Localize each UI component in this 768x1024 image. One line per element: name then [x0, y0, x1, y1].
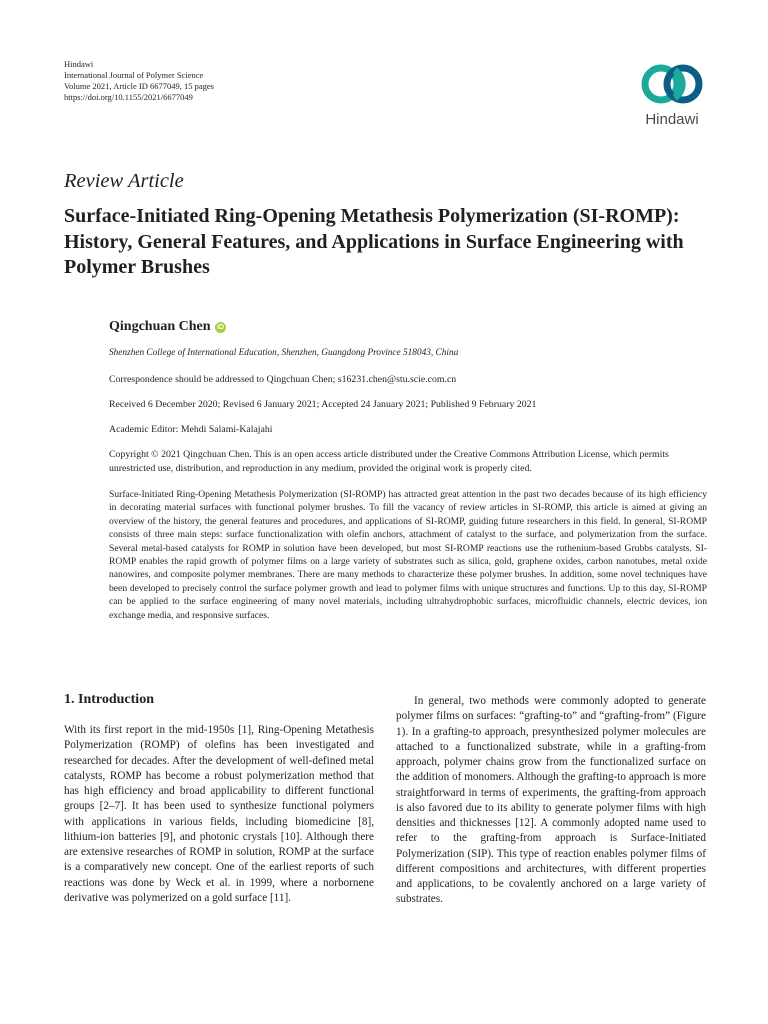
author-line [109, 319, 226, 335]
volume-info: Volume 2021, Article ID 6677049, 15 pages [64, 81, 214, 91]
hindawi-rings-icon [638, 60, 706, 108]
academic-editor: Academic Editor: Mehdi Salami-Kalajahi [109, 424, 273, 435]
doi-link[interactable]: https://doi.org/10.1155/2021/6677049 [64, 92, 193, 102]
article-title: Surface-Initiated Ring-Opening Metathesis Polymerization (SI-ROMP): History, General Features, and Applications in Surface Engineering with Polymer Brushes [64, 205, 684, 278]
copyright-notice: Copyright © 2021 Qingchuan Chen. This is an open access article distributed under the Creative Commons Attribution License, which permits unrestricted use, distribution, and reproduction in any medium, provided the original work is properly cited. [109, 449, 669, 474]
section-heading-introduction: 1. Introduction [64, 692, 154, 707]
orcid-icon[interactable]: iD [217, 324, 225, 331]
journal-metadata [64, 59, 214, 103]
journal-name: International Journal of Polymer Science [64, 70, 204, 80]
publisher-name: Hindawi [64, 59, 94, 69]
publication-dates: Received 6 December 2020; Revised 6 January 2021; Accepted 24 January 2021; Published 9 February 2021 [109, 399, 537, 410]
correspondence: Correspondence should be addressed to Qingchuan Chen; s16231.chen@stu.scie.com.cn [109, 374, 457, 385]
article-type: Review Article [64, 170, 184, 192]
affiliation: Shenzhen College of International Education, Shenzhen, Guangdong Province 518043, China [109, 348, 459, 358]
hindawi-logo-text: Hindawi [645, 111, 699, 128]
body-column-left: With its first report in the mid-1950s [1], Ring-Opening Metathesis Polymerization (ROMP) of olefins has been investigated and researched for decades. After the development of well-defined metal catalysts, ROMP has become a robust polymerization method that has high efficiency and broad applicability to different functional groups [2–7]. It has been used to synthesize functional polymers with applications in various fields, including biomedicine [8], lithium-ion batteries [9], and photonic crystals [10]. Although there are extensive researches of ROMP in solution, ROMP at the surface is a comparatively new concept. One of the earliest reports of such reactions was done by Weck et al. in 1999, where a norbornene derivative was polymerized on a gold surface [11]. [64, 724, 374, 904]
hindawi-logo [636, 60, 708, 132]
body-column-right: In general, two methods were commonly adopted to generate polymer films on surfaces: “grafting-to” and “grafting-from” (Figure 1). In a grafting-to approach, presynthesized polymer molecules are attached to a functionalized substrate, while in a grafting-from approach, polymer chains grow from the functionalized surface on the addition of monomers. Although the grafting-to approach is more straightforward in terms of experiments, the grafting-from approach is also favored due to its ability to generate polymer films with high densities and thicknesses [12]. A commonly adopted name used to refer to the grafting-from approach is Surface-Initiated Polymerization (SIP). This type of reaction enables polymer films of different compositions and architectures, with different properties and applications, to be covalently anchored on a large variety of substrates. [396, 695, 706, 906]
abstract: Surface-Initiated Ring-Opening Metathesis Polymerization (SI-ROMP) has attracted great attention in the past two decades because of its high efficiency in decorating material surfaces with functional polymer brushes. To fill the vacancy of review articles in SI-ROMP, this article is aimed at giving an overview of the history, the general features and procedures, and applications of SI-ROMP, guiding future researchers in this field. In general, SI-ROMP consists of three main steps: surface functionalization with olefin anchors, attachment of catalyst to the surface, and polymerization from the surface. Several metal-based catalysts for ROMP in solution have been developed, but most SI-ROMP reactions use the ruthenium-based Grubbs catalysts. SI-ROMP enables the rapid growth of polymer films on a large variety of substrates such as silica, gold, graphene oxides, carbon nanotubes, metal oxide nanowires, and composite polymer membranes. There are many methods to characterize these polymer brushes. In addition, some novel techniques have been developed to precisely control the surface polymer growth and lead to polymer films with unique structures and functions. Up to this day, SI-ROMP can be applied to the surface engineering of many novel materials, including ultrahydrophobic surfaces, microfluidic channels, electric devices, ion exchange media, and responsive surfaces. [109, 489, 707, 621]
author-name[interactable]: Qingchuan Chen [109, 319, 211, 334]
